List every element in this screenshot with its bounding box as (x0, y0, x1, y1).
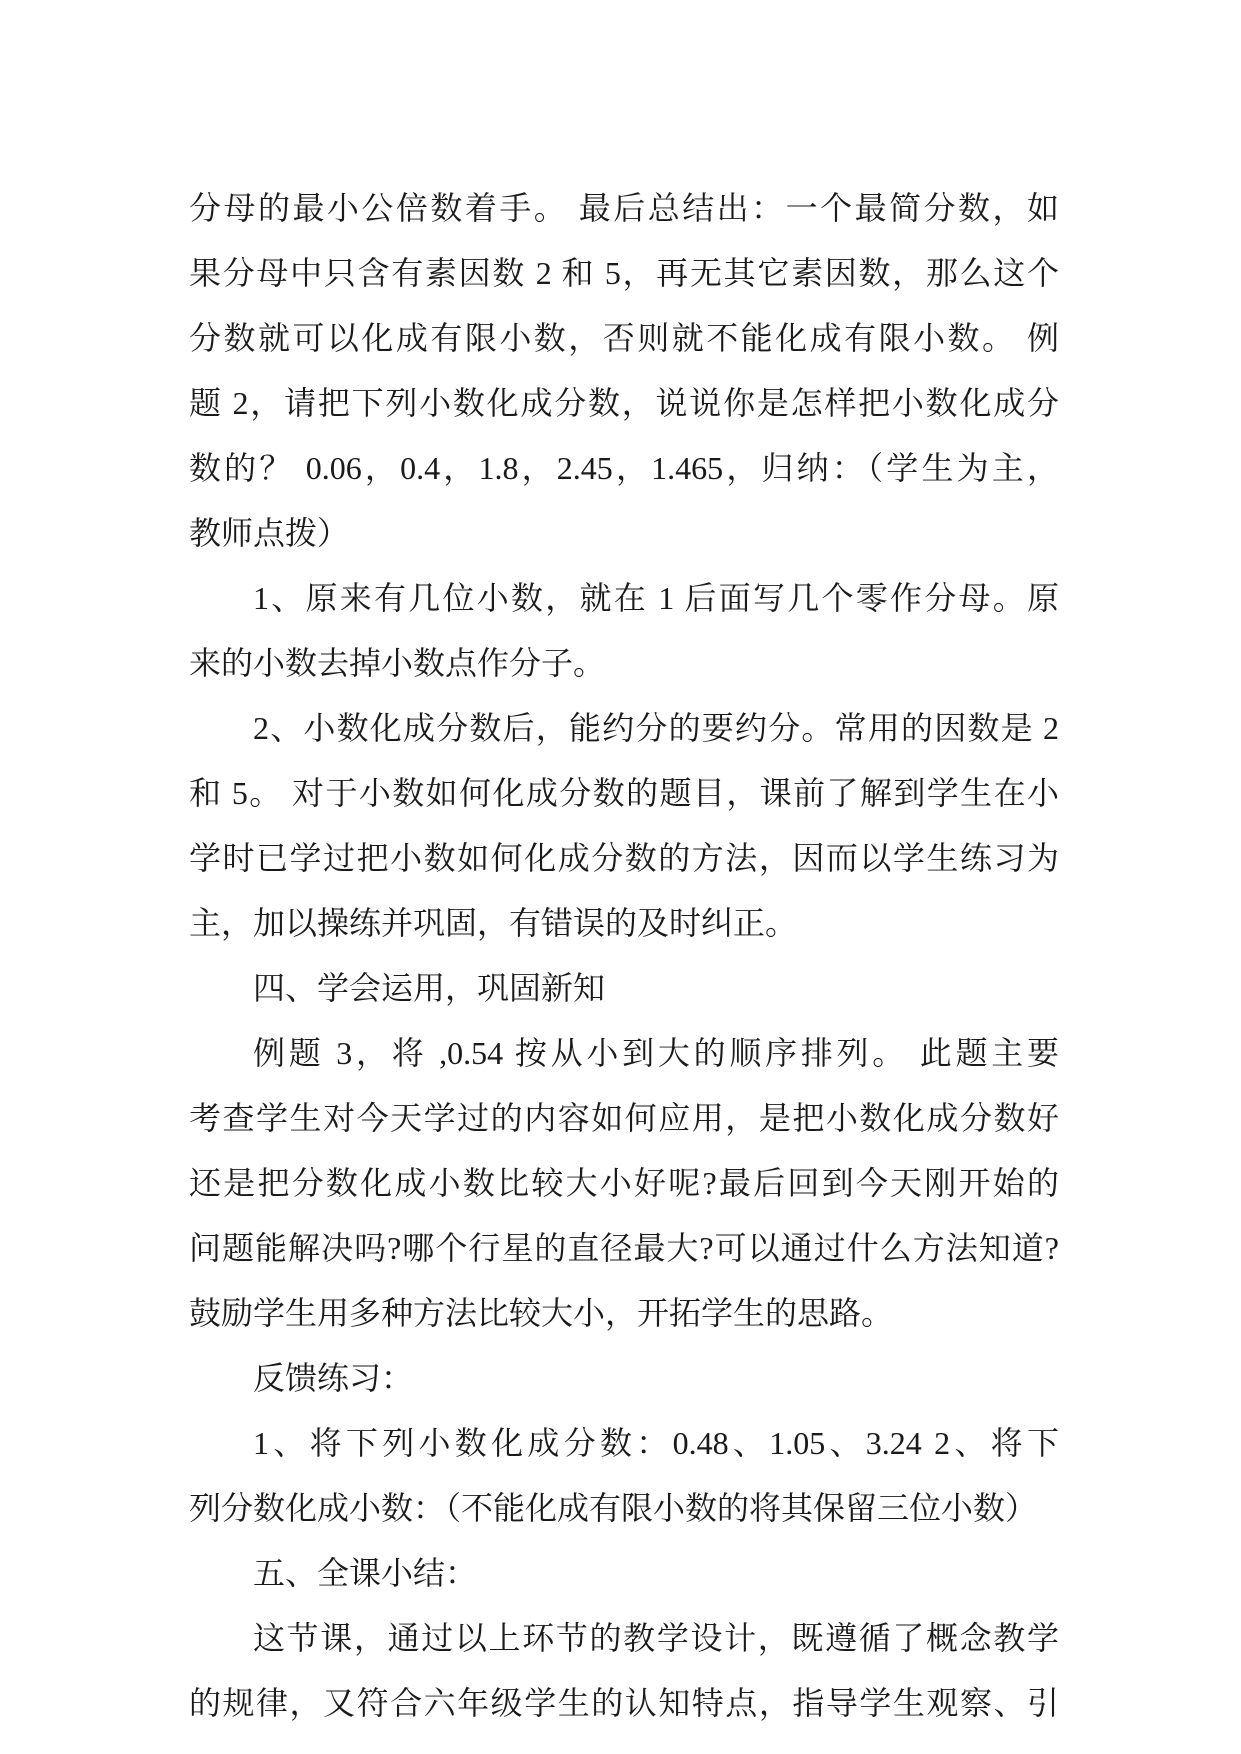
exercise-heading-text: 反馈练习： (253, 1360, 414, 1396)
text-line: 分母的最小公倍数着手。 最后总结出：一个最简分数，如 (189, 190, 1059, 226)
paragraph (189, 566, 1059, 696)
text-line: 分数就可以化成有限小数，否则就不能化成有限小数。 例 (189, 320, 1059, 356)
text-line: 果分母中只含有素因数 2 和 5，再无其它素因数，那么这个 (189, 255, 1059, 291)
text-line: 1、将下列小数化成分数：0.48、1.05、3.24 2、将下 (253, 1425, 1059, 1461)
text-line: 题 2，请把下列小数化成分数，说说你是怎样把小数化成分 (189, 385, 1059, 421)
text-line: 列分数化成小数：（不能化成有限小数的将其保留三位小数） (189, 1490, 1038, 1526)
paragraph (189, 1021, 1059, 1346)
text-line: 2、小数化成分数后，能约分的要约分。常用的因数是 2 (253, 710, 1059, 746)
text-line: 的规律，又符合六年级学生的认知特点，指导学生观察、引 (189, 1685, 1059, 1721)
text-line: 教师点拨） (189, 515, 350, 551)
text-line: 例题 3，将 ,0.54 按从小到大的顺序排列。 此题主要 (253, 1035, 1059, 1071)
text-line: 学时已学过把小数如何化成分数的方法，因而以学生练习为 (189, 840, 1059, 876)
paragraph (189, 1411, 1059, 1541)
section-heading-text: 四、学会运用，巩固新知 (253, 970, 606, 1006)
text-line: 这节课，通过以上环节的教学设计，既遵循了概念教学 (253, 1620, 1059, 1656)
text-line: 来的小数去掉小数点作分子。 (189, 645, 606, 681)
text-line: 1、原来有几位小数，就在 1 后面写几个零作分母。原 (253, 580, 1059, 616)
paragraph (189, 176, 1059, 566)
exercise-heading (189, 1346, 1059, 1411)
text-line: 主，加以操练并巩固，有错误的及时纠正。 (189, 905, 798, 941)
text-line: 和 5。 对于小数如何化成分数的题目，课前了解到学生在小 (189, 775, 1059, 811)
text-line: 问题能解决吗?哪个行星的直径最大?可以通过什么方法知道? (189, 1230, 1059, 1266)
text-line: 数的？ 0.06，0.4，1.8，2.45，1.465，归纳：（学生为主， (189, 450, 1059, 486)
section-heading-text: 五、全课小结： (253, 1555, 478, 1591)
text-line: 鼓励学生用多种方法比较大小，开拓学生的思路。 (189, 1295, 894, 1331)
body-text (189, 176, 1059, 1736)
section-heading (189, 956, 1059, 1021)
section-heading (189, 1541, 1059, 1606)
text-line: 考查学生对今天学过的内容如何应用，是把小数化成分数好 (189, 1100, 1059, 1136)
paragraph (189, 1606, 1059, 1736)
text-line: 还是把分数化成小数比较大小好呢?最后回到今天刚开始的 (189, 1165, 1059, 1201)
paragraph (189, 696, 1059, 956)
